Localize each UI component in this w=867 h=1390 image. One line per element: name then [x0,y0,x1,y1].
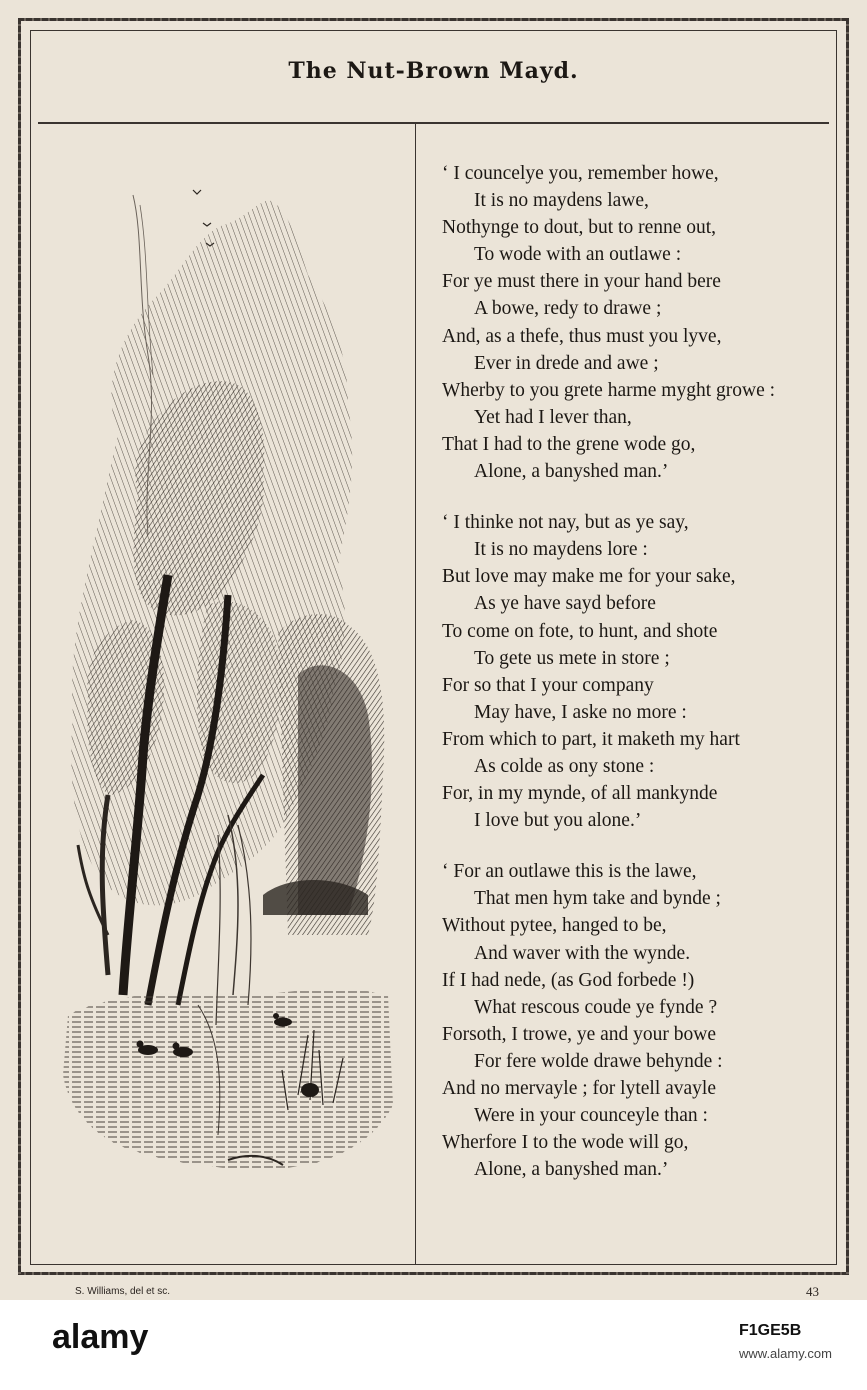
poem-line: Wherfore I to the wode will go, [442,1132,689,1154]
page-title: The Nut-Brown Mayd. [288,58,579,84]
bottom-border [18,1272,849,1275]
poem-line: And, as a thefe, thus must you lyve, [442,325,722,347]
poem-line: ‘ I councelye you, remember howe, [442,163,719,184]
poem-line: To gete us mete in store ; [474,647,670,669]
poem-line: Forsoth, I trowe, ye and your bowe [442,1023,717,1045]
poem-line: It is no maydens lore : [474,539,648,561]
poem-line: Alone, a banyshed man.’ [474,1159,669,1181]
poem-line: From which to part, it maketh my hart [442,728,740,750]
poem-line: But love may make me for your sake, [442,566,736,588]
poem-line: I love but you alone.’ [474,810,642,832]
poem-line: It is no maydens lawe, [474,190,649,212]
poem-line: To wode with an outlawe : [474,244,682,266]
poem-line: ‘ I thinke not nay, but as ye say, [442,512,689,534]
top-border [18,18,849,21]
poem-line: May have, I aske no more : [474,701,687,723]
poem-line: For, in my mynde, of all mankynde [442,783,718,805]
image-id: F1GE5B [739,1322,802,1339]
poem-line: Nothynge to dout, but to renne out, [442,217,717,239]
poem-line: As colde as ony stone : [474,755,655,777]
stanza [442,858,862,1183]
poem-line: ‘ For an outlawe this is the lawe, [442,861,697,883]
stanza [442,160,862,485]
poem-line: Without pytee, hanged to be, [442,915,667,937]
poem-line: And waver with the wynde. [474,942,691,964]
poem-line: For fere wolde drawe behynde : [474,1050,723,1072]
engraver-credit: S. Williams, del et sc. [75,1286,171,1297]
poem-line: Were in your counceyle than : [474,1105,708,1127]
poem-line: For ye must there in your hand bere [442,271,721,293]
willow-trees-by-pond-icon [48,175,398,1195]
poem-line: That men hym take and bynde ; [474,888,721,910]
inner-top-rule [30,30,836,31]
poem-line: That I had to the grene wode go, [442,433,696,455]
poem-line: And no mervayle ; for lytell avayle [442,1078,716,1099]
stock-logo: alamy [52,1318,149,1356]
column-divider [415,122,416,1264]
stanza [442,509,862,834]
poem-line: Ever in drede and awe ; [474,352,659,374]
poem [442,160,862,1207]
poem-line: If I had nede, (as God forbede !) [442,969,695,991]
header-rule [38,122,829,124]
stock-url: www.alamy.com [739,1346,832,1361]
poem-line: What rescous coude ye fynde ? [474,996,718,1018]
poem-line: As ye have sayd before [474,593,656,615]
poem-line: Alone, a banyshed man.’ [474,461,669,483]
poem-line: A bowe, redy to drawe ; [474,298,662,320]
poem-line: To come on fote, to hunt, and shote [442,620,718,642]
left-border [18,18,21,1275]
page-number: 43 [806,1284,819,1299]
poem-line: Yet had I lever than, [474,406,632,428]
poem-line: Wherby to you grete harme myght growe : [442,379,776,401]
poem-line: For so that I your company [442,674,654,696]
inner-bottom-rule [30,1264,836,1265]
inner-left-rule [30,30,31,1265]
